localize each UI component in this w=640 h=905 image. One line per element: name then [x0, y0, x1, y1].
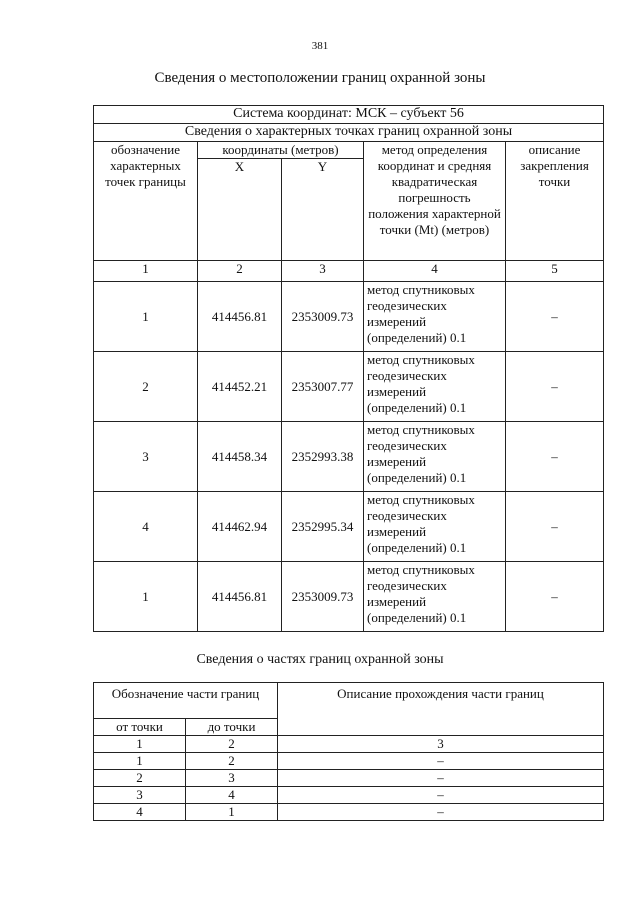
passage-cell: – — [278, 787, 604, 804]
from-cell: 3 — [94, 787, 186, 804]
col-passage-header: Описание прохождения части границ — [278, 683, 604, 736]
to-cell: 4 — [186, 787, 278, 804]
section-title-parts: Сведения о частях границ охранной зоны — [196, 652, 444, 667]
from-cell: 1 — [94, 753, 186, 770]
description-cell: – — [506, 282, 604, 352]
boundary-parts-table — [93, 682, 604, 821]
x-cell: 414456.81 — [198, 562, 282, 632]
col-to-header: до точки — [186, 719, 278, 736]
point-cell: 4 — [94, 492, 198, 562]
x-cell: 414452.21 — [198, 352, 282, 422]
method-cell: метод спутниковых геодезических измерений (определений) 0.1 — [364, 422, 506, 492]
description-cell: – — [506, 352, 604, 422]
method-cell: метод спутниковых геодезических измерений (определений) 0.1 — [364, 352, 506, 422]
table-row — [94, 787, 604, 804]
col-method-header: метод определения координат и средняя квадратическая погрешность положения характерной точки (Mt) (метров) — [364, 142, 506, 261]
passage-cell: – — [278, 804, 604, 821]
x-cell: 414456.81 — [198, 282, 282, 352]
description-cell: – — [506, 492, 604, 562]
point-cell: 1 — [94, 282, 198, 352]
col-number: 4 — [364, 261, 506, 282]
method-cell: метод спутниковых геодезических измерений (определений) 0.1 — [364, 562, 506, 632]
table-row — [94, 492, 604, 562]
col-number: 5 — [506, 261, 604, 282]
points-table — [93, 105, 604, 632]
col-number: 1 — [94, 736, 186, 753]
col-part-header: Обозначение части границ — [94, 683, 278, 719]
col-coordinates-header: координаты (метров) — [198, 142, 364, 159]
y-cell: 2352995.34 — [282, 492, 364, 562]
from-cell: 4 — [94, 804, 186, 821]
to-cell: 1 — [186, 804, 278, 821]
y-cell: 2353009.73 — [282, 562, 364, 632]
col-description-header: описание закрепления точки — [506, 142, 604, 261]
table-row — [94, 422, 604, 492]
point-cell: 1 — [94, 562, 198, 632]
col-number: 3 — [282, 261, 364, 282]
col-number: 1 — [94, 261, 198, 282]
y-cell: 2352993.38 — [282, 422, 364, 492]
x-cell: 414462.94 — [198, 492, 282, 562]
col-from-header: от точки — [94, 719, 186, 736]
method-cell: метод спутниковых геодезических измерений (определений) 0.1 — [364, 492, 506, 562]
table-row — [94, 282, 604, 352]
coord-system-header: Система координат: МСК – субъект 56 — [94, 106, 604, 124]
page-number: 381 — [311, 40, 329, 52]
point-cell: 3 — [94, 422, 198, 492]
section-title-boundaries: Сведения о местоположении границ охранной зоны — [154, 70, 486, 86]
description-cell: – — [506, 422, 604, 492]
description-cell: – — [506, 562, 604, 632]
table-row — [94, 804, 604, 821]
passage-cell: – — [278, 753, 604, 770]
passage-cell: – — [278, 770, 604, 787]
y-cell: 2353009.73 — [282, 282, 364, 352]
to-cell: 3 — [186, 770, 278, 787]
col-number: 2 — [198, 261, 282, 282]
to-cell: 2 — [186, 753, 278, 770]
table-row — [94, 352, 604, 422]
col-number: 3 — [278, 736, 604, 753]
table-row — [94, 562, 604, 632]
table-row — [94, 770, 604, 787]
y-cell: 2353007.77 — [282, 352, 364, 422]
method-cell: метод спутниковых геодезических измерений (определений) 0.1 — [364, 282, 506, 352]
point-cell: 2 — [94, 352, 198, 422]
from-cell: 2 — [94, 770, 186, 787]
table-row — [94, 753, 604, 770]
points-info-header: Сведения о характерных точках границ охранной зоны — [94, 124, 604, 142]
x-cell: 414458.34 — [198, 422, 282, 492]
col-y-header: Y — [282, 159, 364, 261]
col-number: 2 — [186, 736, 278, 753]
col-designation-header: обозначение характерных точек границы — [94, 142, 198, 261]
col-x-header: X — [198, 159, 282, 261]
